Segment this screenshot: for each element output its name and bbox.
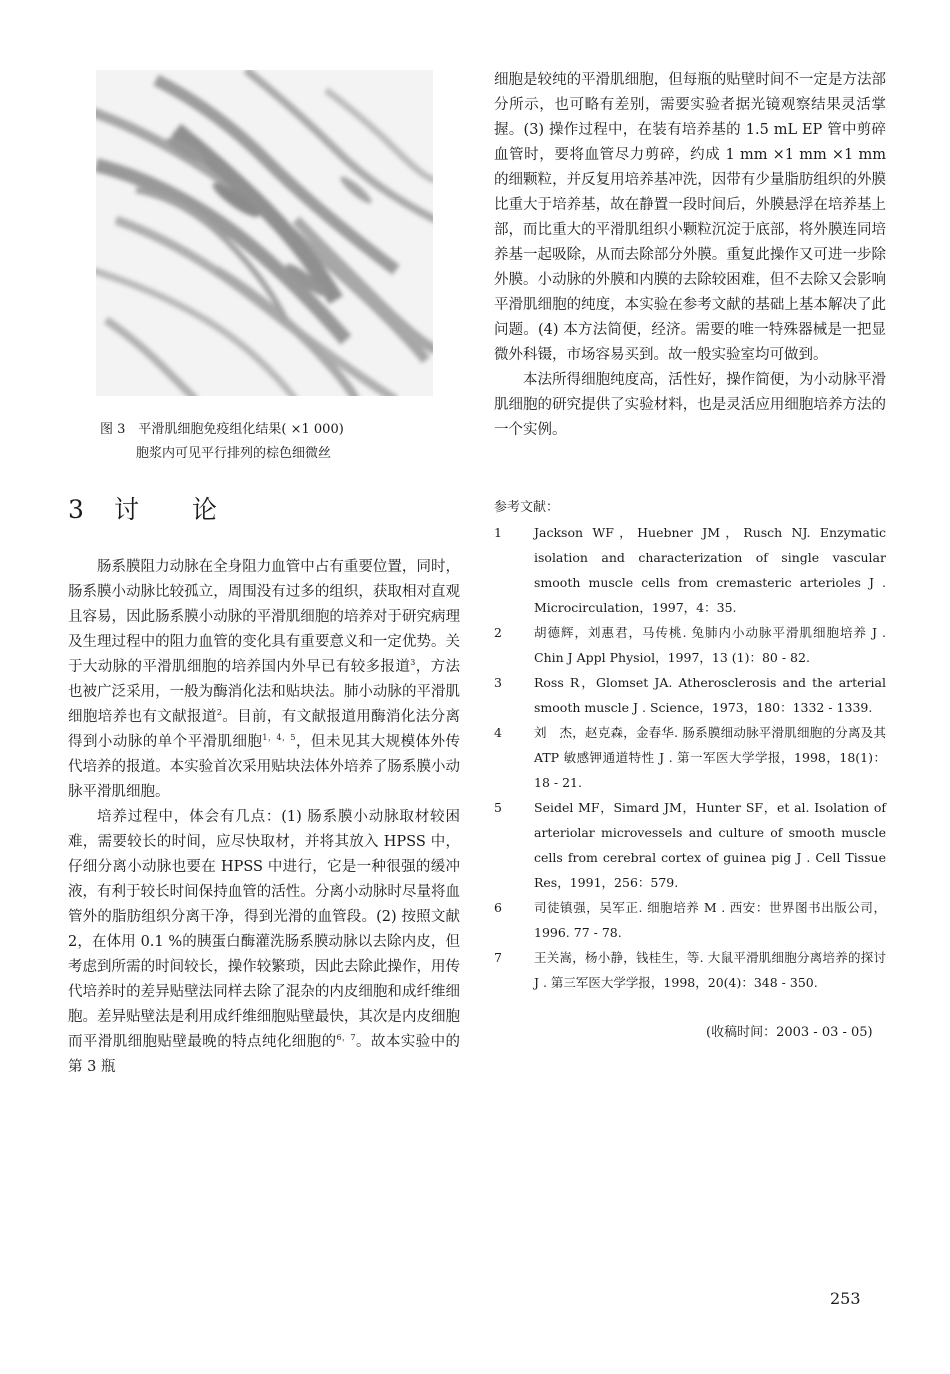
reference-text: 司徒镇强，吴军正. 细胞培养 M . 西安：世界图书出版公司，1996. 77 - 78.: [534, 900, 886, 940]
section-title-char-2: 论: [192, 495, 218, 524]
citation: 2: [216, 708, 222, 718]
section-title-char-1: 讨: [114, 495, 140, 524]
citation: 1，4，5: [262, 733, 296, 743]
citation: 6，7: [336, 1033, 356, 1043]
reference-number: 2: [494, 625, 502, 640]
reference-number: 4: [494, 725, 502, 740]
page-number: 253: [830, 1289, 861, 1308]
reference-text: 刘 杰，赵克森，金春华. 肠系膜细动脉平滑肌细胞的分离及其 ATP 敏感钾通道特性 J . 第一军医大学学报，1998，18(1)：18 - 21.: [534, 725, 886, 790]
reference-item: [494, 945, 886, 995]
text-run: 。故本实验中的第 3 瓶: [68, 1034, 461, 1075]
text-run: 。目前，有文献报道用酶消化法分离得到小动脉的单个平滑肌细胞: [68, 709, 461, 750]
reference-number: 7: [494, 950, 502, 965]
right-column-body: [494, 68, 886, 443]
reference-text: Jackson WF，Huebner JM，Rusch NJ. Enzymatic isolation and characterization of single vascular smooth muscle cells from cremasteric arterioles J . Microcirculation，1997，4：35.: [534, 525, 886, 615]
discussion-paragraph-2: [68, 805, 460, 1080]
discussion-paragraph-3: 细胞是较纯的平滑肌细胞，但每瓶的贴壁时间不一定是方法部分所示，也可略有差别，需要实验者据光镜观察结果灵活掌握。(3) 操作过程中，在装有培养基的 1.5 mL EP 管中剪碎血管时，要将血管尽力剪碎，约成 1 mm ×1 mm ×1 mm 的细颗粒，并反复用培养基冲洗，因带有少量脂肪组织的外膜比重大于培养基，故在静置一段时间后，外膜悬浮在培养基上部，而比重大的平滑肌组织小颗粒沉淀于底部，将外膜连同培养基一起吸除，从而去除部分外膜。重复此操作又可进一步除外膜。小动脉的外膜和内膜的去除较困难，但不去除又会影响平滑肌细胞的纯度，本实验在参考文献的基础上基本解决了此问题。(4) 本方法简便，经济。需要的唯一特殊器械是一把显微外科镊，市场容易买到。故一般实验室均可做到。: [494, 72, 886, 363]
reference-number: 3: [494, 675, 502, 690]
discussion-paragraph-1: [68, 555, 460, 805]
micrograph-figure: [96, 70, 433, 396]
section-heading: [68, 490, 217, 526]
reference-item: [494, 720, 886, 795]
text-run: ，但未见其大规模体外传代培养的报道。本实验首次采用贴块法体外培养了肠系膜小动脉平滑肌细胞。: [68, 734, 460, 800]
discussion-paragraph-4: 本法所得细胞纯度高，活性好，操作简便，为小动脉平滑肌细胞的研究提供了实验材料，也是灵活应用细胞培养方法的一个实例。: [494, 372, 886, 438]
references-list: [494, 520, 886, 995]
citation: 3: [410, 658, 416, 668]
text-run: ，方法也被广泛采用，一般为酶消化法和贴块法。肺小动脉的平滑肌细胞培养也有文献报道: [68, 659, 461, 725]
smooth-muscle-cell-image: [96, 70, 433, 396]
reference-text: 王关嵩，杨小静，钱桂生，等. 大鼠平滑肌细胞分离培养的探讨 J . 第三军医大学学报，1998，20(4)：348 - 350.: [534, 950, 886, 990]
figure-caption: [100, 418, 480, 466]
reference-text: Seidel MF，Simard JM，Hunter SF，et al. Isolation of arteriolar microvessels and culture of smooth muscle cells from cerebral cortex of guinea pig J . Cell Tissue Res，1991，256：579.: [534, 800, 886, 890]
received-date: (收稿时间：2003 - 03 - 05): [706, 1025, 873, 1040]
reference-item: [494, 520, 886, 620]
reference-item: [494, 670, 886, 720]
reference-number: 6: [494, 900, 502, 915]
reference-number: 5: [494, 800, 502, 815]
reference-item: [494, 895, 886, 945]
text-run: 肠系膜阻力动脉在全身阻力血管中占有重要位置，同时，肠系膜小动脉比较孤立，周围没有过多的组织，获取相对直观且容易，因此肠系膜小动脉的平滑肌细胞的培养对于研究病理及生理过程中的阻力血管的变化具有重要意义和一定优势。关于大动脉的平滑肌细胞的培养国内外早已有较多报道: [68, 559, 460, 675]
reference-item: [494, 795, 886, 895]
text-run: 培养过程中，体会有几点：(1) 肠系膜小动脉取材较困难，需要较长的时间，应尽快取材，并将其放入 HPSS 中，仔细分离小动脉也要在 HPSS 中进行，它是一种很强的缓冲液，有利于较长时间保持血管的活性。分离小动脉时尽量将血管外的脂肪组织分离干净，得到光滑的血管段。(2) 按照文献 2，在体用 0.1 %的胰蛋白酶灌洗肠系膜动脉以去除内皮，但考虑到所需的时间较长，操作较繁琐，因此去除此操作，用传代培养时的差异贴壁法同样去除了混杂的内皮细胞和成纤维细胞。差异贴壁法是利用成纤维细胞贴壁最快，其次是内皮细胞而平滑肌细胞贴壁最晚的特点纯化细胞的: [68, 809, 460, 1050]
reference-text: 胡德辉，刘惠君，马传桃. 兔肺内小动脉平滑肌细胞培养 J . Chin J Appl Physiol，1997，13 (1)：80 - 82.: [534, 625, 886, 665]
references-title: 参考文献：: [494, 500, 560, 515]
reference-text: Ross R，Glomset JA. Atherosclerosis and the arterial smooth muscle J . Science，1973，180：1332 - 1339.: [534, 675, 886, 715]
reference-number: 1: [494, 525, 502, 540]
caption-line-1: 图 3 平滑肌细胞免疫组化结果( ×1 000): [100, 422, 344, 437]
section-number: 3: [68, 495, 84, 524]
caption-line-2: 胞浆内可见平行排列的棕色细微丝: [136, 446, 332, 461]
reference-item: [494, 620, 886, 670]
left-column-body: [68, 555, 460, 1080]
